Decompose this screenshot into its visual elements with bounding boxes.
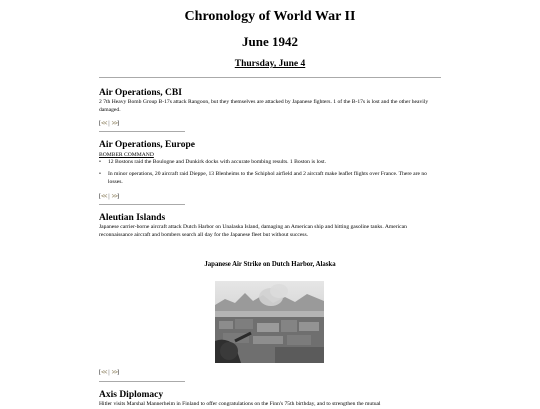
section-title-aleutian-islands: Aleutian Islands bbox=[99, 213, 166, 223]
divider bbox=[99, 204, 185, 205]
double-right-arrow-icon[interactable]: >> bbox=[111, 369, 118, 376]
double-right-arrow-icon[interactable]: >> bbox=[111, 193, 118, 200]
nav-close-bracket: ] bbox=[117, 194, 120, 200]
month-heading: June 1942 bbox=[242, 34, 298, 49]
nav-close-bracket: ] bbox=[117, 370, 120, 376]
list-item bbox=[99, 159, 442, 167]
figure-caption: Japanese Air Strike on Dutch Harbor, Alaska bbox=[204, 261, 336, 268]
double-left-arrow-icon[interactable]: << bbox=[101, 369, 107, 376]
photo-illustration bbox=[215, 281, 324, 363]
list-item-text: In minor operations, 20 aircraft raid Dieppe, 13 Blenheims to the Schiphol airfield and 2 aircraft make leaflet flights over France. There are no losses. bbox=[108, 171, 427, 185]
dutch-harbor-photo bbox=[215, 281, 324, 363]
nav-separator: | bbox=[108, 370, 110, 376]
double-left-arrow-icon[interactable]: << bbox=[101, 120, 107, 127]
list-item-text: 12 Bostons raid the Boulogne and Dunkirk docks with accurate bombing results. 1 Boston is lost. bbox=[108, 159, 326, 165]
nav-open-bracket: [ bbox=[99, 194, 101, 200]
subheading-bomber-command[interactable]: BOMBER COMMAND bbox=[99, 152, 154, 158]
nav-open-bracket: [ bbox=[99, 121, 101, 127]
double-right-arrow-icon[interactable]: >> bbox=[111, 120, 118, 127]
section-nav bbox=[99, 369, 119, 377]
section-paragraph: Hitler visits Marshal Mannerheim in Finland to offer congratulations on the Finn's 75th birthday, and to strengthen the mutual bbox=[99, 401, 381, 407]
bullet-dot: • bbox=[99, 159, 101, 165]
nav-separator: | bbox=[108, 121, 110, 127]
section-paragraph: 2 7th Heavy Bomb Group B-17s attack Rangoon, but they themselves are attacked by Japanese fighters. 1 of the B-17s is lost and the other heavily damaged. bbox=[99, 99, 429, 113]
section-nav bbox=[99, 120, 119, 128]
section-nav bbox=[99, 193, 119, 201]
nav-open-bracket: [ bbox=[99, 370, 101, 376]
nav-separator: | bbox=[108, 194, 110, 200]
divider bbox=[99, 131, 185, 132]
page-title: Chronology of World War II bbox=[184, 9, 356, 24]
double-left-arrow-icon[interactable]: << bbox=[101, 193, 107, 200]
divider bbox=[99, 77, 441, 78]
section-title-axis-diplomacy: Axis Diplomacy bbox=[99, 390, 164, 400]
list-item bbox=[99, 171, 442, 186]
section-paragraph: Japanese carrier-borne aircraft attack Dutch Harbor on Unalaska Island, damaging an American ship and hitting gasoline tanks. American reconnaissance aircraft and bombers search all day for the Japanese fleet but without success. bbox=[99, 224, 407, 238]
section-title-air-operations-cbi: Air Operations, CBI bbox=[99, 88, 182, 98]
divider bbox=[99, 381, 185, 382]
section-title-air-operations-europe: Air Operations, Europe bbox=[99, 140, 195, 150]
nav-close-bracket: ] bbox=[117, 121, 120, 127]
day-heading: Thursday, June 4 bbox=[234, 59, 306, 69]
bullet-dot: • bbox=[99, 171, 101, 177]
